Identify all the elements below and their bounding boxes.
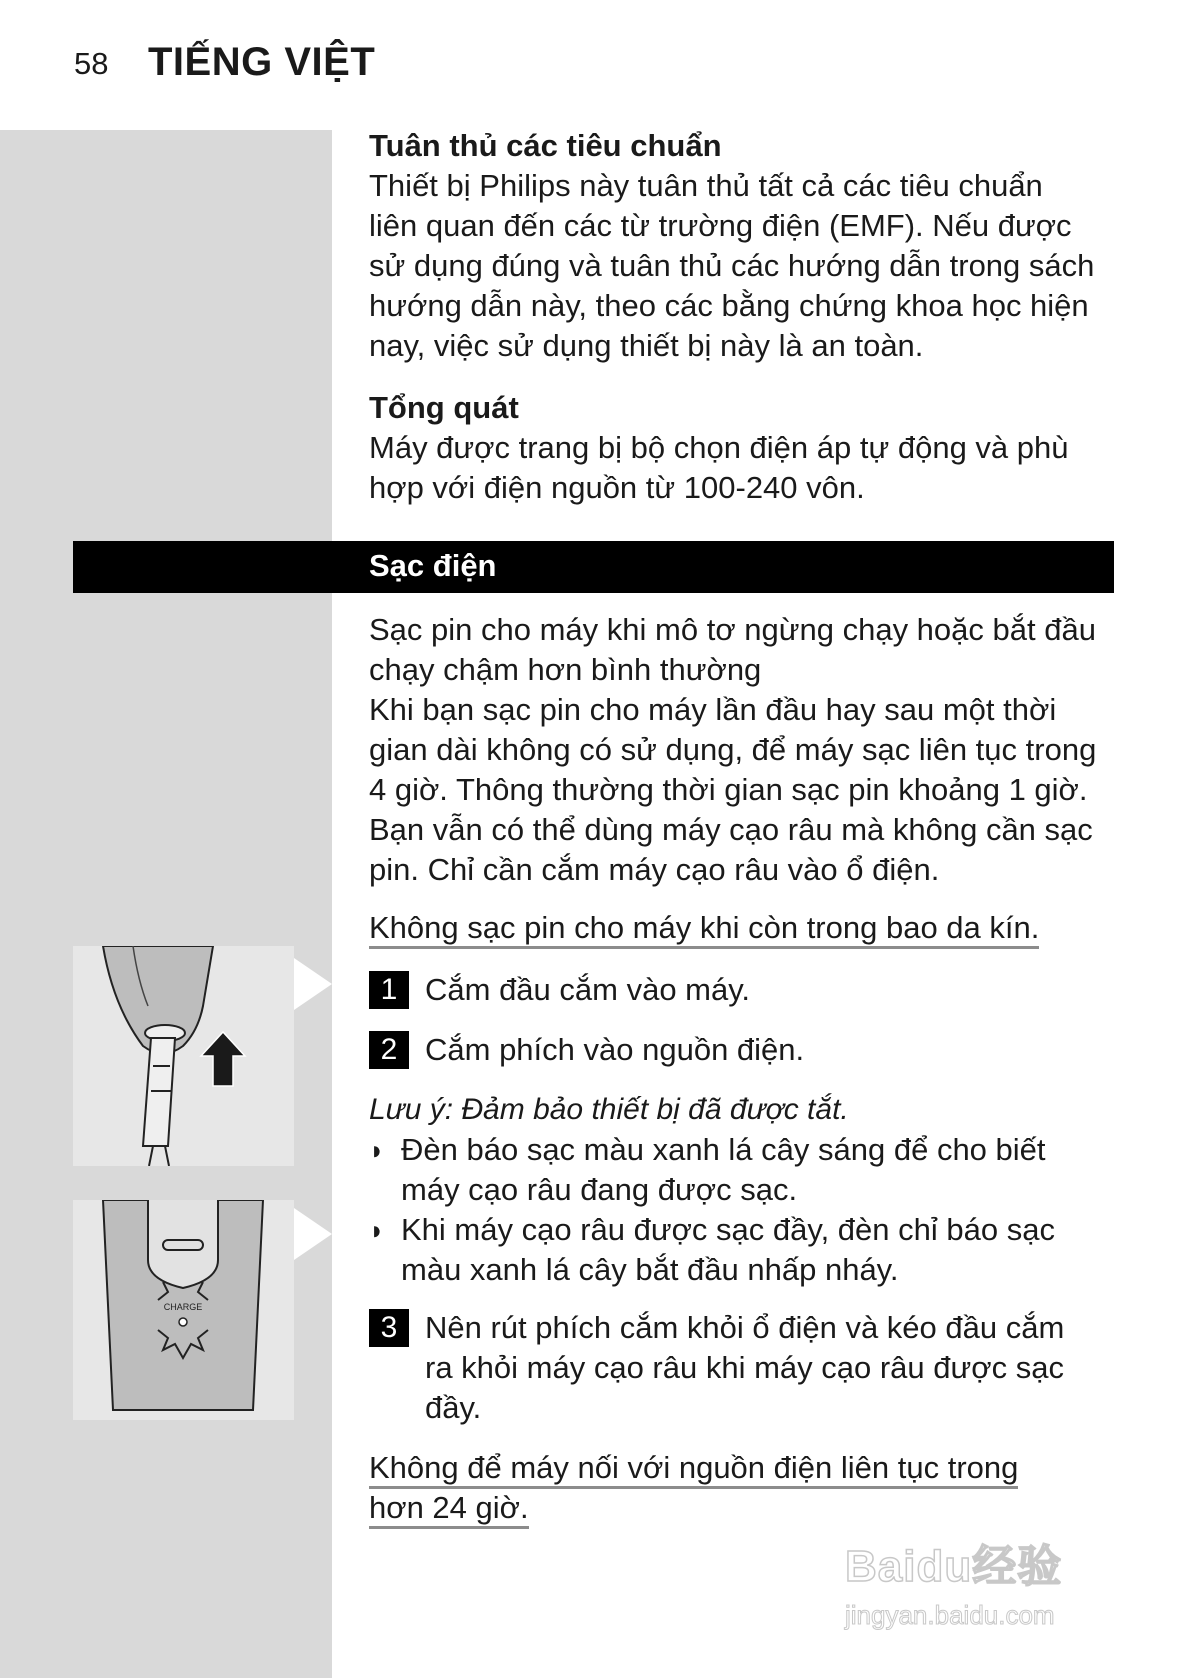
- bullet-line: máy cạo râu đang được sạc.: [401, 1172, 798, 1207]
- step-text: đầy.: [425, 1390, 482, 1425]
- step-text: ra khỏi máy cạo râu khi máy cạo râu được sạc: [425, 1350, 1064, 1385]
- general-line: hợp với điện nguồn từ 100-240 vôn.: [369, 470, 865, 505]
- step-text: Cắm phích vào nguồn điện.: [425, 1032, 805, 1067]
- step-number: 2: [369, 1031, 409, 1069]
- intro-line: chạy chậm hơn bình thường: [369, 652, 762, 687]
- charging-intro: [369, 610, 1129, 890]
- step-2: [369, 1030, 1129, 1070]
- shaver-plug-illustration: [73, 946, 294, 1166]
- intro-line: pin. Chỉ cần cắm máy cạo râu vào ổ điện.: [369, 852, 940, 887]
- figure-pointer: [294, 958, 332, 1010]
- charge-label: CHARGE: [163, 1302, 203, 1312]
- warning-text: Không để máy nối với nguồn điện liên tục trong: [369, 1450, 1018, 1489]
- bullet-marker-icon: ◗: [369, 1135, 385, 1165]
- bullet-line: Khi máy cạo râu được sạc đầy, đèn chỉ báo sạc: [401, 1212, 1055, 1247]
- intro-line: Bạn vẫn có thể dùng máy cạo râu mà không cần sạc: [369, 812, 1093, 847]
- general-heading: Tổng quát: [369, 390, 519, 425]
- step-1: [369, 970, 1129, 1010]
- watermark-brand: Baidu经验: [845, 1542, 1063, 1591]
- general-line: Máy được trang bị bộ chọn điện áp tự động và phù: [369, 430, 1069, 465]
- step-3: [369, 1308, 1129, 1428]
- charging-heading: Sạc điện: [369, 548, 497, 583]
- page-number: 58: [74, 46, 109, 81]
- bullet-item: [369, 1130, 1129, 1210]
- section-bar: [73, 541, 1114, 593]
- bullet-item: [369, 1210, 1129, 1290]
- watermark-url: jingyan.baidu.com: [845, 1600, 1055, 1630]
- standards-section: [369, 126, 1129, 366]
- standards-line: Thiết bị Philips này tuân thủ tất cả các tiêu chuẩn: [369, 168, 1043, 203]
- intro-line: gian dài không có sử dụng, để máy sạc liên tục trong: [369, 732, 1097, 767]
- standards-line: hướng dẫn này, theo các bằng chứng khoa học hiện: [369, 288, 1089, 323]
- running-title: TIẾNG VIỆT: [148, 40, 376, 84]
- step-number: 3: [369, 1309, 409, 1347]
- left-margin-panel: [0, 130, 332, 1678]
- standards-line: liên quan đến các từ trường điện (EMF). Nếu được: [369, 208, 1072, 243]
- warning-block-1: [369, 908, 1089, 948]
- intro-line: Sạc pin cho máy khi mô tơ ngừng chạy hoặc bắt đầu: [369, 612, 1096, 647]
- standards-line: sử dụng đúng và tuân thủ các hướng dẫn trong sách: [369, 248, 1095, 283]
- warning-block-2: [369, 1448, 1109, 1528]
- general-section: [369, 388, 1129, 508]
- step-number: 1: [369, 971, 409, 1009]
- intro-line: 4 giờ. Thông thường thời gian sạc pin khoảng 1 giờ.: [369, 772, 1088, 807]
- note: Lưu ý: Đảm bảo thiết bị đã được tắt.: [369, 1093, 849, 1126]
- figure-charge-indicator: [73, 1200, 294, 1420]
- bullet-marker-icon: ◗: [369, 1215, 385, 1245]
- standards-line: nay, việc sử dụng thiết bị này là an toàn.: [369, 328, 924, 363]
- watermark: [845, 1530, 1145, 1640]
- figure-plug-into-shaver: [73, 946, 294, 1166]
- charge-indicator-illustration: [73, 1200, 294, 1420]
- warning-text: hơn 24 giờ.: [369, 1490, 529, 1529]
- bullet-line: màu xanh lá cây bắt đầu nhấp nháy.: [401, 1252, 899, 1287]
- bullet-line: Đèn báo sạc màu xanh lá cây sáng để cho biết: [401, 1132, 1046, 1167]
- step-text: Nên rút phích cắm khỏi ổ điện và kéo đầu cắm: [425, 1310, 1065, 1345]
- warning-text: Không sạc pin cho máy khi còn trong bao da kín.: [369, 910, 1039, 949]
- intro-line: Khi bạn sạc pin cho máy lần đầu hay sau một thời: [369, 692, 1057, 727]
- figure-pointer: [294, 1208, 332, 1260]
- standards-heading: Tuân thủ các tiêu chuẩn: [369, 128, 722, 163]
- step-text: Cắm đầu cắm vào máy.: [425, 972, 751, 1007]
